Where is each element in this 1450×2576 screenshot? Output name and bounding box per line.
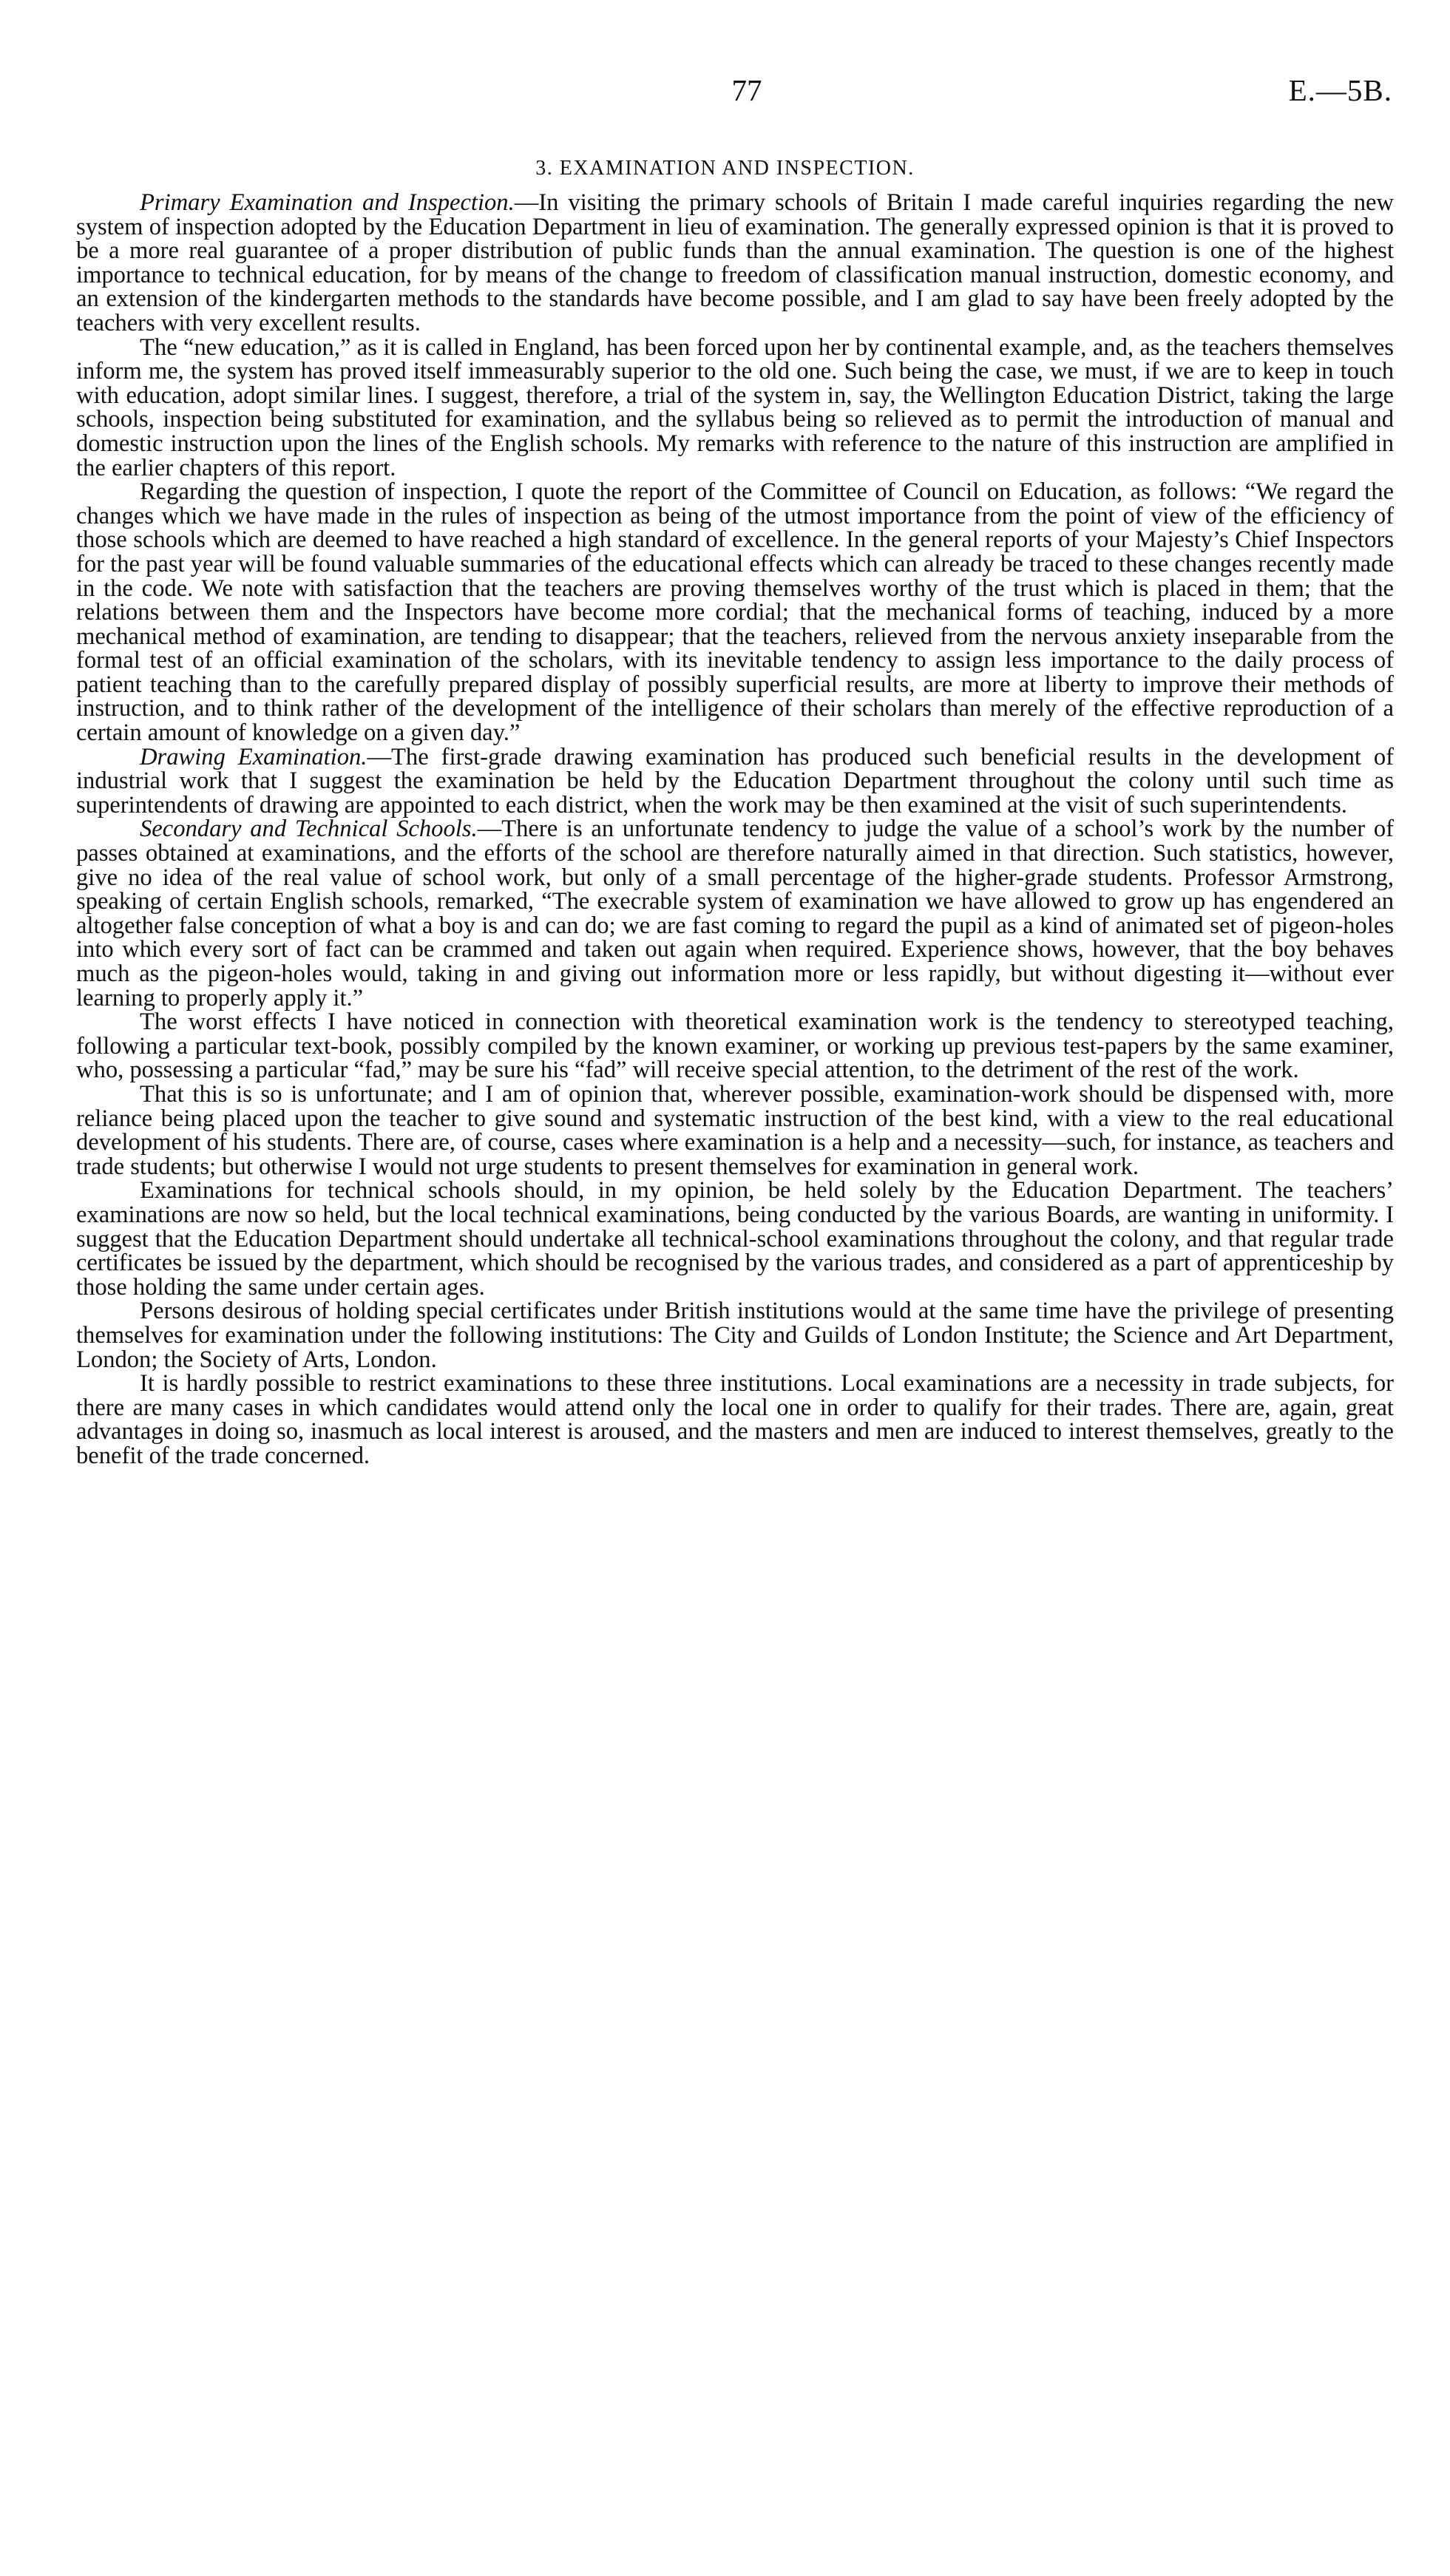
paragraph-text: —In visiting the primary schools of Britain I made careful inquiries regarding the new system of inspection adopted by the Education Department in lieu of examination. The generally expressed opinion is that it is proved to be a more real guarantee of a proper distribution of public funds than the annual examination. The question is one of the highest importance to technical education, for by means of the change to freedom of classification manual instruction, domestic economy, and an extension of the kindergarten methods to the standards have become possible, and I am glad to say have been freely adopted by the teachers with very excellent results. <box>76 189 1394 336</box>
page-number: 77 <box>731 73 762 107</box>
paragraph-text: The “new education,” as it is called in England, has been forced upon her by continental example, and, as the teachers themselves inform me, the system has proved itself immeasurably superior to the old one. Such being the case, we must, if we are to keep in touch with education, adopt similar lines. I suggest, therefore, a trial of the system in, say, the Wellington Education District, taking the large schools, inspection being substituted for examination, and the syllabus being so relieved as to permit the introduction of manual and domestic instruction upon the lines of the English schools. My remarks with reference to the nature of this instruction are amplified in the earlier chapters of this report. <box>76 333 1394 481</box>
run-in-heading-secondary-technical: Secondary and Technical Schools. <box>140 816 478 843</box>
paragraph-local-examinations <box>76 1372 1394 1468</box>
paragraph-text: —There is an unfortunate tendency to judge the value of a school’s work by the number of passes obtained at examinations, and the efforts of the school are therefore naturally aimed in that direction. Such statistics, however, give no idea of the real value of school work, but only of a small percentage of the higher-grade students. Professor Armstrong, speaking of certain English schools, remarked, “The execrable system of examination we have allowed to grow up has engendered an altogether false conception of what a boy is and can do; we are fast coming to regard the pupil as a kind of animated set of pigeon-holes into which every sort of fact can be crammed and taken out again when required. Experience shows, however, that the boy behaves much as the pigeon-holes would, taking in and giving out information more or less rapidly, but without digesting it—without ever learning to properly apply it.” <box>76 816 1394 1011</box>
running-head <box>0 72 1450 117</box>
paragraph-technical-schools <box>76 1179 1394 1299</box>
paragraph-new-education <box>76 333 1394 481</box>
paragraph-text: The worst effects I have noticed in connection with theoretical examination work is the tendency to stereotyped teaching, following a particular text-book, possibly compiled by the known examiner, or working up previous test-papers by the same examiner, who, possessing a particular “fad,” may be sure his “fad” will receive special attention, to the detriment of the rest of the work. <box>76 1009 1394 1084</box>
paragraph-inspection-quote <box>76 480 1394 745</box>
paragraph-drawing-examination <box>76 745 1394 818</box>
series-reference: E.—5B. <box>1288 73 1392 107</box>
paragraph-secondary-technical <box>76 817 1394 1010</box>
paragraph-worst-effects <box>76 1010 1394 1082</box>
paragraph-text: Examinations for technical schools should, in my opinion, be held solely by the Education Department. The teachers’ examinations are now so held, but the local technical examinations, being conducted by the various Boards, are wanting in uniformity. I suggest that the Education Department should undertake all technical-school examinations throughout the colony, and that regular trade certificates be issued by the department, which should be recognised by the various trades, and considered as a part of apprenticeship by those holding the same under certain ages. <box>76 1177 1394 1301</box>
paragraph-text: It is hardly possible to restrict examinations to these three institutions. Local examinations are a necessity in trade subjects, for there are many cases in which candidates would attend only the local one in order to qualify for their trades. There are, again, great advantages in doing so, inasmuch as local interest is aroused, and the masters and men are induced to interest themselves, greatly to the benefit of the trade concerned. <box>76 1370 1394 1469</box>
run-in-heading-drawing-examination: Drawing Examination. <box>140 743 367 770</box>
paragraph-text: Persons desirous of holding special certificates under British institutions would at the same time have the privilege of presenting themselves for examination under the following institutions: The City and Guilds of London Institute; the Science and Art Department, London; the Society of Arts, London. <box>76 1298 1394 1373</box>
paragraph-primary-examination <box>76 191 1394 336</box>
paragraph-text: Regarding the question of inspection, I quote the report of the Committee of Council on Education, as follows: “We regard the changes which we have made in the rules of inspection as being of the utmost importance from the point of view of the efficiency of those schools which are deemed to have reached a high standard of excellence. In the general reports of your Majesty’s Chief Inspectors for the past year will be found valuable summaries of the educational effects which can already be traced to these changes recently made in the code. We note with satisfaction that the teachers are proving themselves worthy of the trust which is placed in them; that the relations between them and the Inspectors have become more cordial; that the mechanical forms of teaching, induced by a more mechanical method of examination, are tending to disappear; that the teachers, relieved from the nervous anxiety inseparable from the formal test of an official examination of the scholars, with its inevitable tendency to assign less importance to the daily process of patient teaching than to the carefully prepared display of possibly superficial results, are more at liberty to improve their methods of instruction, and to think rather of the development of the intelligence of their scholars than merely of the effective reproduction of a certain amount of knowledge on a given day.” <box>76 478 1394 747</box>
section-heading: 3. EXAMINATION AND INSPECTION. <box>535 157 915 180</box>
paragraph-text: —The first-grade drawing examination has produced such beneficial results in the development of industrial work that I suggest the examination be held by the Education Department throughout the colony until such time as superintendents of drawing are appointed to each district, when the work may be then examined at the visit of such superintendents. <box>76 743 1394 818</box>
paragraph-text: That this is so is unfortunate; and I am of opinion that, wherever possible, examination-work should be dispensed with, more reliance being placed upon the teacher to give sound and systematic instruction of the best kind, with a view to the real educational development of his students. There are, of course, cases where examination is a help and a necessity—such, for instance, as teachers and trade students; but otherwise I would not urge students to present themselves for examination in general work. <box>76 1080 1394 1180</box>
body-text <box>76 191 1394 1468</box>
run-in-heading-primary-examination: Primary Examination and Inspection. <box>140 189 515 216</box>
paragraph-unfortunate <box>76 1082 1394 1179</box>
paragraph-british-institutions <box>76 1299 1394 1372</box>
